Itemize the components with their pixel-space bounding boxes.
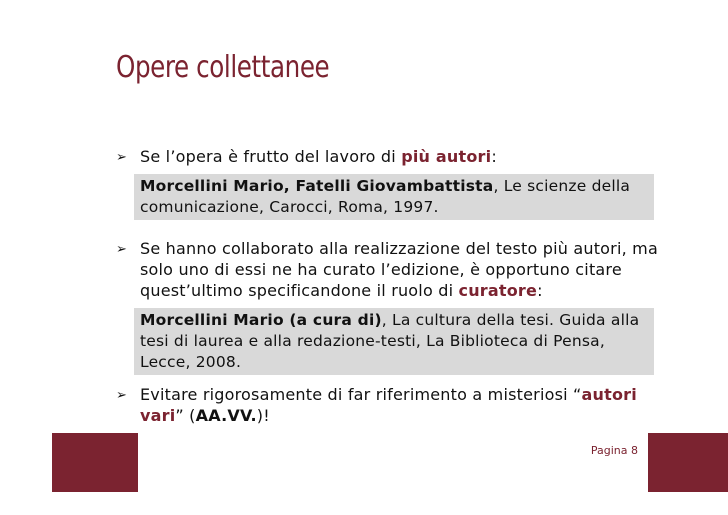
slide-title: Opere collettanee <box>116 50 330 85</box>
bullet-text: Se hanno collaborato alla realizzazione del testo più autori, ma solo uno di essi ne ha curato l’edizione, è opportuno citare quest’ultimo specificandone il ruolo di curatore: <box>140 239 658 300</box>
reference-details: , La cultura della tesi. Guida alla tesi di laurea e alla redazione-testi, La Biblioteca di Pensa, Lecce, 2008. <box>140 311 640 371</box>
arrow-bullet-icon: ➢ <box>116 242 128 257</box>
arrow-bullet-icon: ➢ <box>116 150 128 165</box>
reference-authors: Morcellini Mario (a cura di) <box>140 311 382 329</box>
bullet-item <box>116 146 676 167</box>
bullet-text: Evitare rigorosamente di far riferimento a misteriosi “autori vari” (AA.VV.)! <box>140 385 637 425</box>
bullet-text: Se l’opera è frutto del lavoro di più autori: <box>140 147 497 166</box>
bullet-item <box>116 384 676 426</box>
page-number: Pagina 8 <box>590 444 638 457</box>
reference-box <box>134 308 654 375</box>
highlight-text: autori vari <box>140 385 637 425</box>
reference-box <box>134 174 654 220</box>
reference-authors: Morcellini Mario, Fatelli Giovambattista <box>140 177 494 195</box>
highlight-text: curatore <box>458 281 538 300</box>
bold-text: AA.VV. <box>195 406 257 425</box>
bullet-item <box>116 238 676 301</box>
reference-details: , Le scienze della comunicazione, Carocci, Roma, 1997. <box>140 177 631 216</box>
arrow-bullet-icon: ➢ <box>116 388 128 403</box>
highlight-text: più autori <box>401 147 492 166</box>
footer-box <box>138 433 648 492</box>
